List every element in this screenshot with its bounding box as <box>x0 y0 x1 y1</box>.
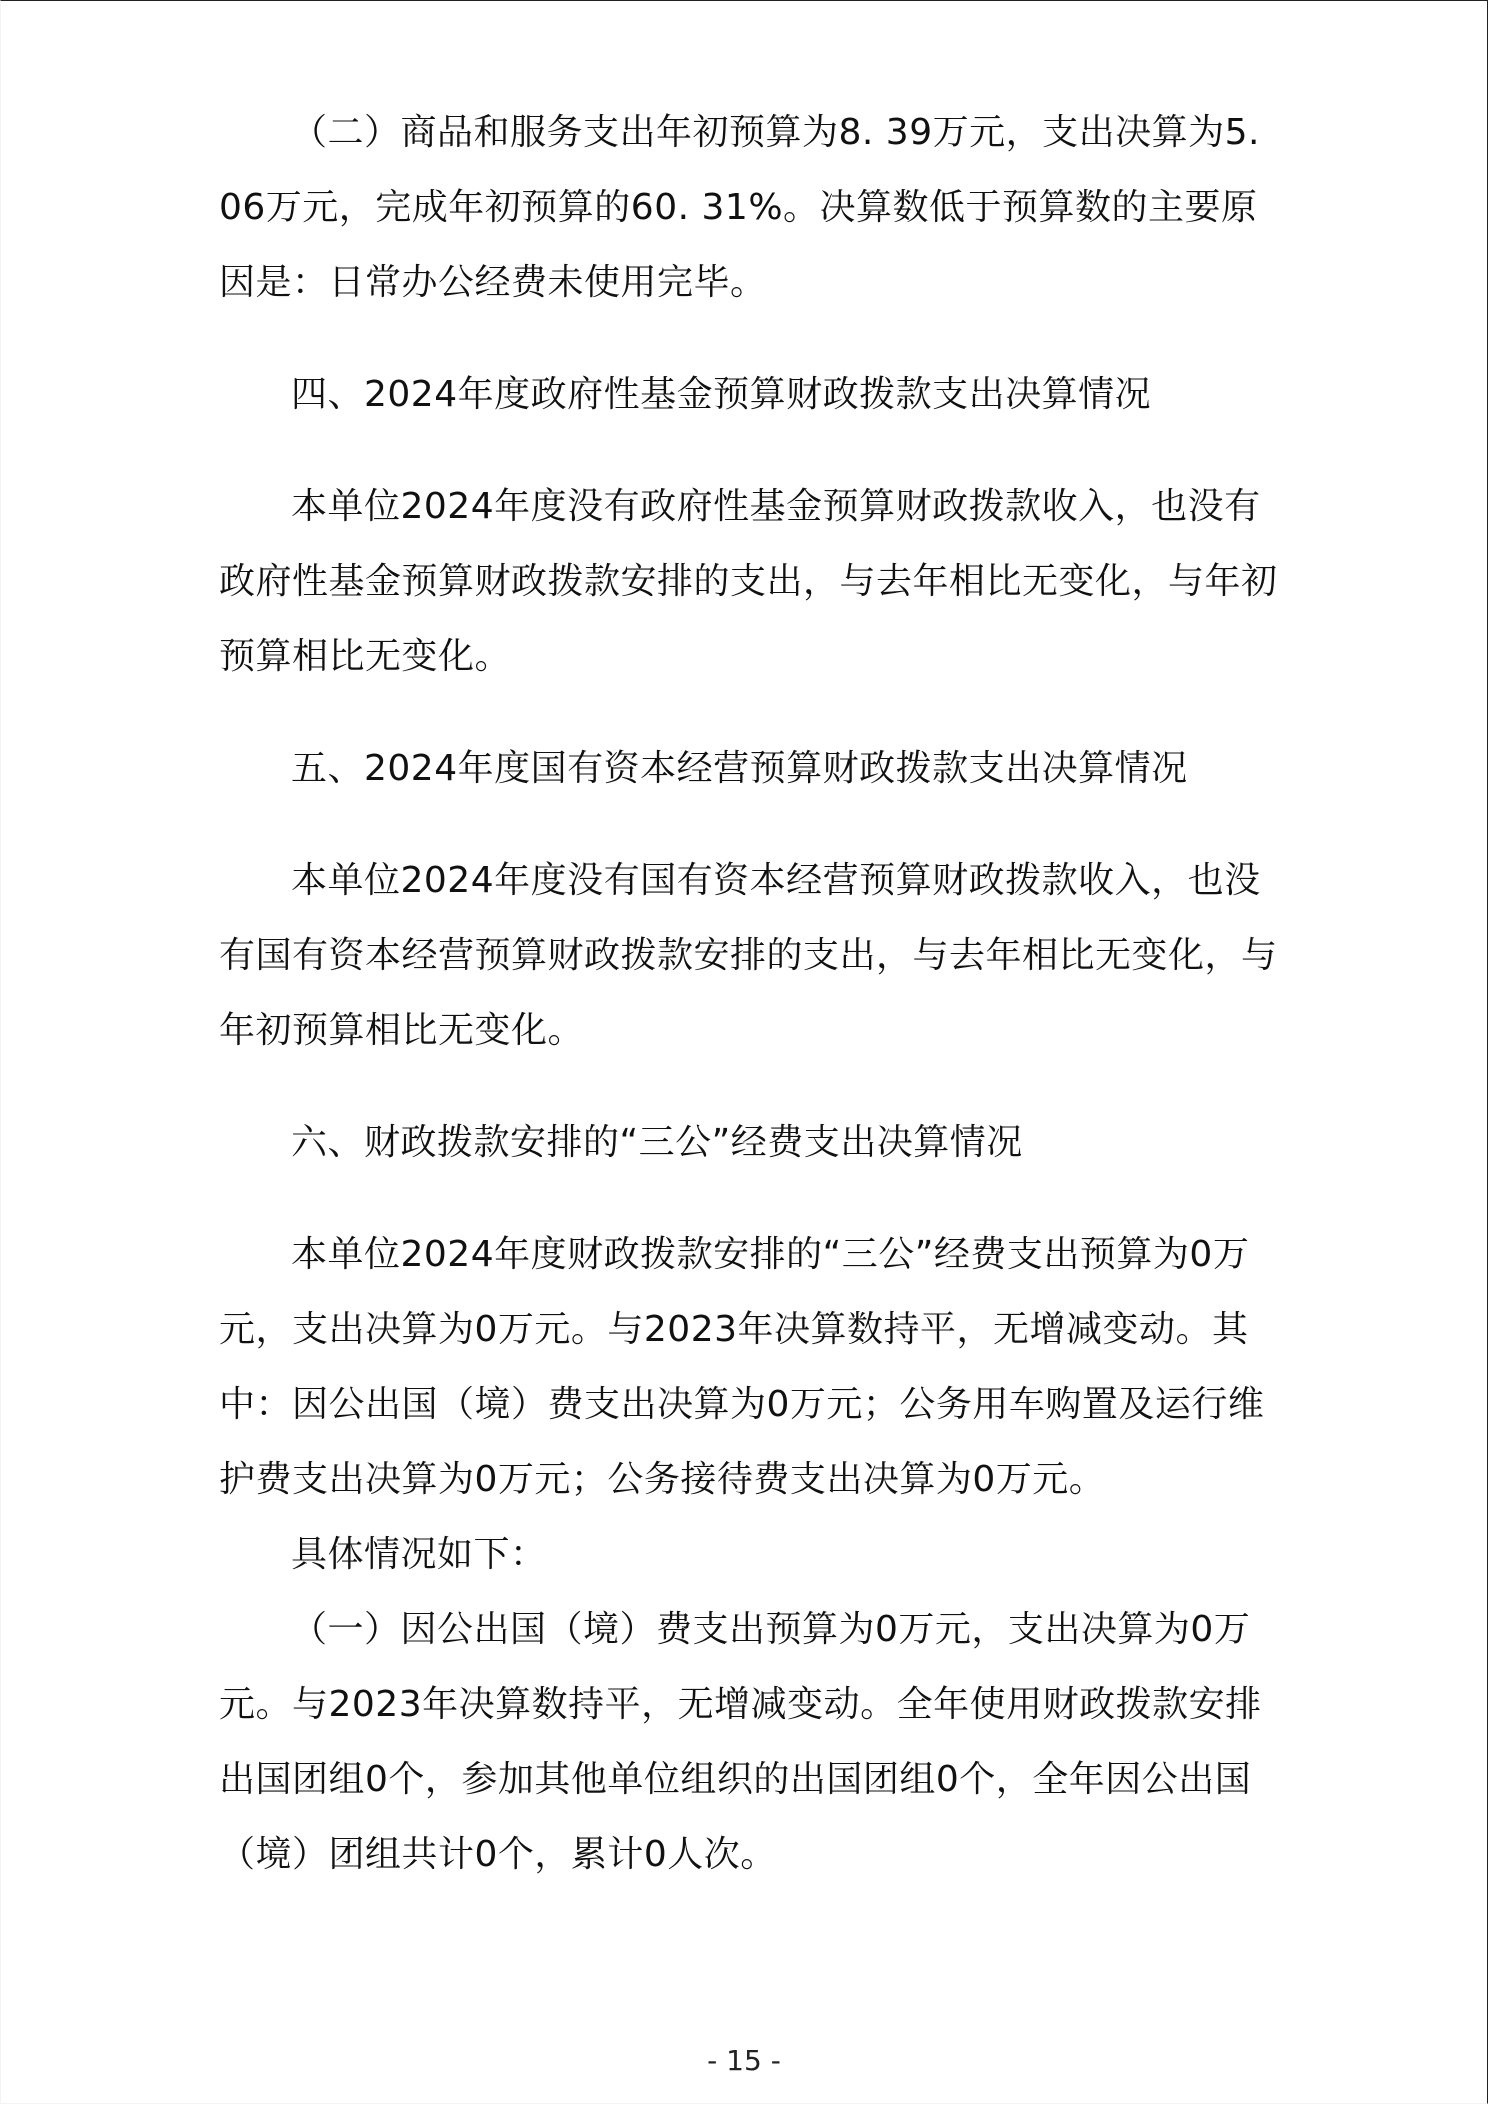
paragraph-goods-services: （二）商品和服务支出年初预算为8. 39万元，支出决算为5. 06万元，完成年初预算的60. 31%。决算数低于预算数的主要原因是：日常办公经费未使用完毕。 <box>219 112 1260 303</box>
paragraph-overseas-travel: （一）因公出国（境）费支出预算为0万元，支出决算为0万元。与2023年决算数持平，无增减变动。全年使用财政拨款安排出国团组0个，参加其他单位组织的出国团组0个，全年因公出国（境）团组共计0个，累计0人次。 <box>219 1609 1262 1875</box>
paragraph-state-capital: 本单位2024年度没有国有资本经营预算财政拨款收入，也没有国有资本经营预算财政拨款安排的支出，与去年相比无变化，与年初预算相比无变化。 <box>219 860 1278 1051</box>
paragraph-three-public-expenses: 本单位2024年度财政拨款安排的“三公”经费支出预算为0万元，支出决算为0万元。与2023年决算数持平，无增减变动。其中：因公出国（境）费支出决算为0万元；公务用车购置及运行维护费支出决算为0万元；公务接待费支出决算为0万元。 <box>219 1234 1265 1500</box>
heading-section-4: 四、2024年度政府性基金预算财政拨款支出决算情况 <box>291 374 1152 415</box>
paragraph-details-intro: 具体情况如下： <box>291 1534 547 1575</box>
document-body <box>219 95 1289 1892</box>
heading-section-5: 五、2024年度国有资本经营预算财政拨款支出决算情况 <box>291 748 1188 789</box>
page-number: - 15 - <box>707 2044 781 2077</box>
paragraph-government-fund: 本单位2024年度没有政府性基金预算财政拨款收入，也没有政府性基金预算财政拨款安排的支出，与去年相比无变化，与年初预算相比无变化。 <box>219 486 1278 677</box>
heading-section-6: 六、财政拨款安排的“三公”经费支出决算情况 <box>291 1122 1023 1163</box>
